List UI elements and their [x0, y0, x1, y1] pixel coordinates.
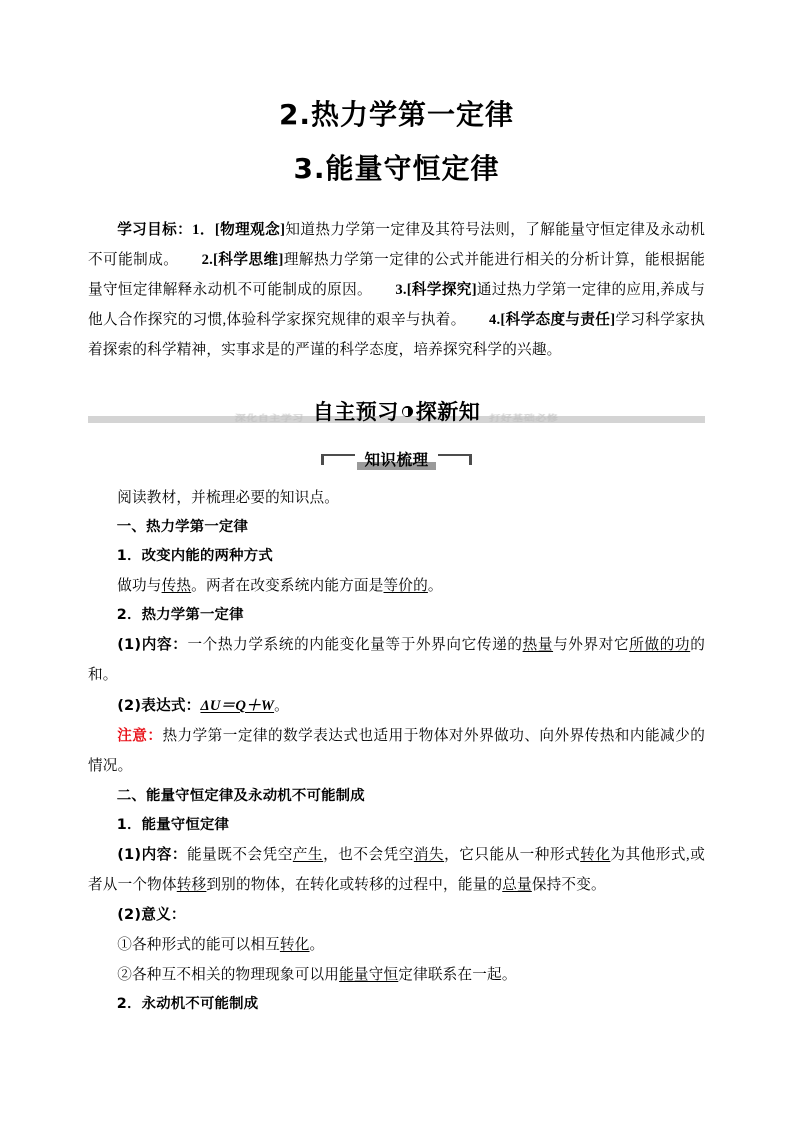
text-fragment: 与外界对它 — [553, 637, 630, 654]
objectives-label: 学习目标： — [117, 222, 193, 238]
objective-3-text: 通过热力学第一定律的应用,养成与他人合作探究的习惯,体验科学家探究规律的艰辛与执着。 — [88, 281, 705, 328]
title-block — [88, 0, 705, 190]
banner-ghost-left: 深化自主学习 — [234, 412, 304, 424]
banner-title-right: 探新知 — [415, 399, 481, 424]
text-fragment: 定律联系在一起。 — [398, 966, 517, 983]
section-2-heading: 二、能量守恒定律及永动机不可能制成 — [116, 787, 365, 804]
objective-3-number: 3. — [395, 281, 407, 298]
section-1-item-1-heading: 1．改变内能的两种方式 — [116, 548, 273, 565]
blank-answer: 转化 — [279, 936, 310, 953]
section-2-meaning-item-2 — [88, 961, 705, 991]
note-label: 注意： — [117, 727, 163, 745]
text-fragment: ①各种形式的能可以相互 — [117, 936, 280, 953]
text-fragment: 做功与 — [117, 577, 162, 594]
objective-3-tag: [科学探究] — [406, 281, 477, 298]
objective-4-number: 4. — [489, 311, 501, 328]
subsection-title: 知识梳理 — [364, 450, 429, 469]
blank-answer: 等价的 — [383, 577, 428, 594]
note-paragraph — [88, 721, 705, 781]
text-fragment: ，它只能从一种形式 — [444, 847, 581, 864]
blank-answer: 产生 — [292, 847, 324, 864]
section-1-heading: 一、热力学第一定律 — [116, 519, 249, 536]
objective-1-text: 知道热力学第一定律及其符号法则，了解能量守恒定律及永动机不可能制成。 — [88, 222, 705, 268]
banner-title-left: 自主预习 — [312, 399, 399, 424]
text-fragment: 能量既不会凭空 — [186, 847, 293, 864]
objective-2-text: 理解热力学第一定律的公式并能进行相关的分析计算，能根据能量守恒定律解释永动机不可能制成的原因。 — [88, 251, 706, 298]
content-label: (1)内容： — [117, 846, 187, 864]
objective-4-tag: [科学态度与责任] — [500, 311, 616, 328]
text-fragment: 为其他形式,或者从一个物体 — [88, 847, 705, 893]
section-1-item-2-heading: 2．热力学第一定律 — [116, 607, 244, 624]
section-1-item-2-content — [88, 630, 705, 690]
section-2-item-1-heading: 1．能量守恒定律 — [116, 816, 230, 833]
bullet-diamond-icon — [402, 406, 413, 417]
objective-2-tag: [科学思维] — [213, 251, 284, 268]
blank-answer: 消失 — [413, 847, 445, 864]
section-2-meaning-label — [88, 900, 705, 931]
formula-first-law: ΔU＝Q＋W — [200, 697, 275, 714]
blank-answer: 总量 — [502, 876, 532, 893]
blank-answer: 转移 — [176, 876, 207, 893]
text-fragment: 一个热力学系统的内能变化量等于外界向它传递的 — [187, 637, 523, 654]
objective-1-tag: [物理观念] — [214, 222, 286, 238]
subsection-header — [88, 448, 705, 470]
body-content — [88, 484, 705, 1020]
banner-title — [313, 396, 481, 426]
blank-answer: 传热 — [161, 577, 192, 594]
section-banner — [88, 386, 705, 426]
content-label: (1)内容： — [117, 636, 188, 654]
text-fragment: ，也不会凭空 — [323, 847, 414, 864]
content-label: (2)意义： — [117, 906, 186, 924]
section-1-item-1-body — [88, 572, 705, 602]
section-1-item-2-formula-line — [88, 691, 705, 722]
text-fragment: 。两者在改变系统内能方面是 — [191, 577, 384, 594]
page-title-main: 2.热力学第一定律 — [278, 98, 515, 131]
text-fragment: ②各种互不相关的物理现象可以用 — [117, 966, 340, 983]
blank-answer: 转化 — [580, 847, 611, 864]
section-2-item-2-heading: 2．永动机不可能制成 — [116, 996, 259, 1013]
objective-1-number: 1． — [192, 222, 215, 238]
banner-ghost-right: 打好基础必修 — [489, 412, 559, 424]
intro-paragraph: 阅读教材，并梳理必要的知识点。 — [117, 489, 340, 506]
note-text: 热力学第一定律的数学表达式也适用于物体对外界做功、向外界传热和内能减少的情况。 — [88, 728, 705, 774]
text-fragment: 保持不变。 — [531, 876, 606, 893]
blank-answer: 能量守恒 — [339, 966, 399, 983]
blank-answer: 所做的功 — [629, 637, 691, 654]
bracket-right-icon — [438, 452, 472, 466]
page-title-sub: 3.能量守恒定律 — [293, 152, 500, 185]
formula-label: (2)表达式： — [117, 696, 201, 714]
bracket-left-icon — [321, 452, 355, 466]
text-fragment: 。 — [427, 577, 443, 594]
learning-objectives — [88, 216, 705, 366]
objective-4-text: 学习科学家执着探索的科学精神，实事求是的严谨的科学态度，培养探究科学的兴趣。 — [88, 311, 705, 358]
section-2-meaning-item-1 — [88, 931, 705, 961]
text-fragment: 到别的物体，在转化或转移的过程中，能量的 — [206, 876, 503, 893]
objective-2-number: 2. — [201, 251, 214, 268]
text-fragment: 。 — [274, 697, 289, 714]
blank-answer: 热量 — [522, 637, 554, 654]
section-2-item-1-content — [88, 840, 705, 900]
text-fragment: 的和。 — [88, 637, 705, 684]
text-fragment: 。 — [309, 936, 325, 953]
